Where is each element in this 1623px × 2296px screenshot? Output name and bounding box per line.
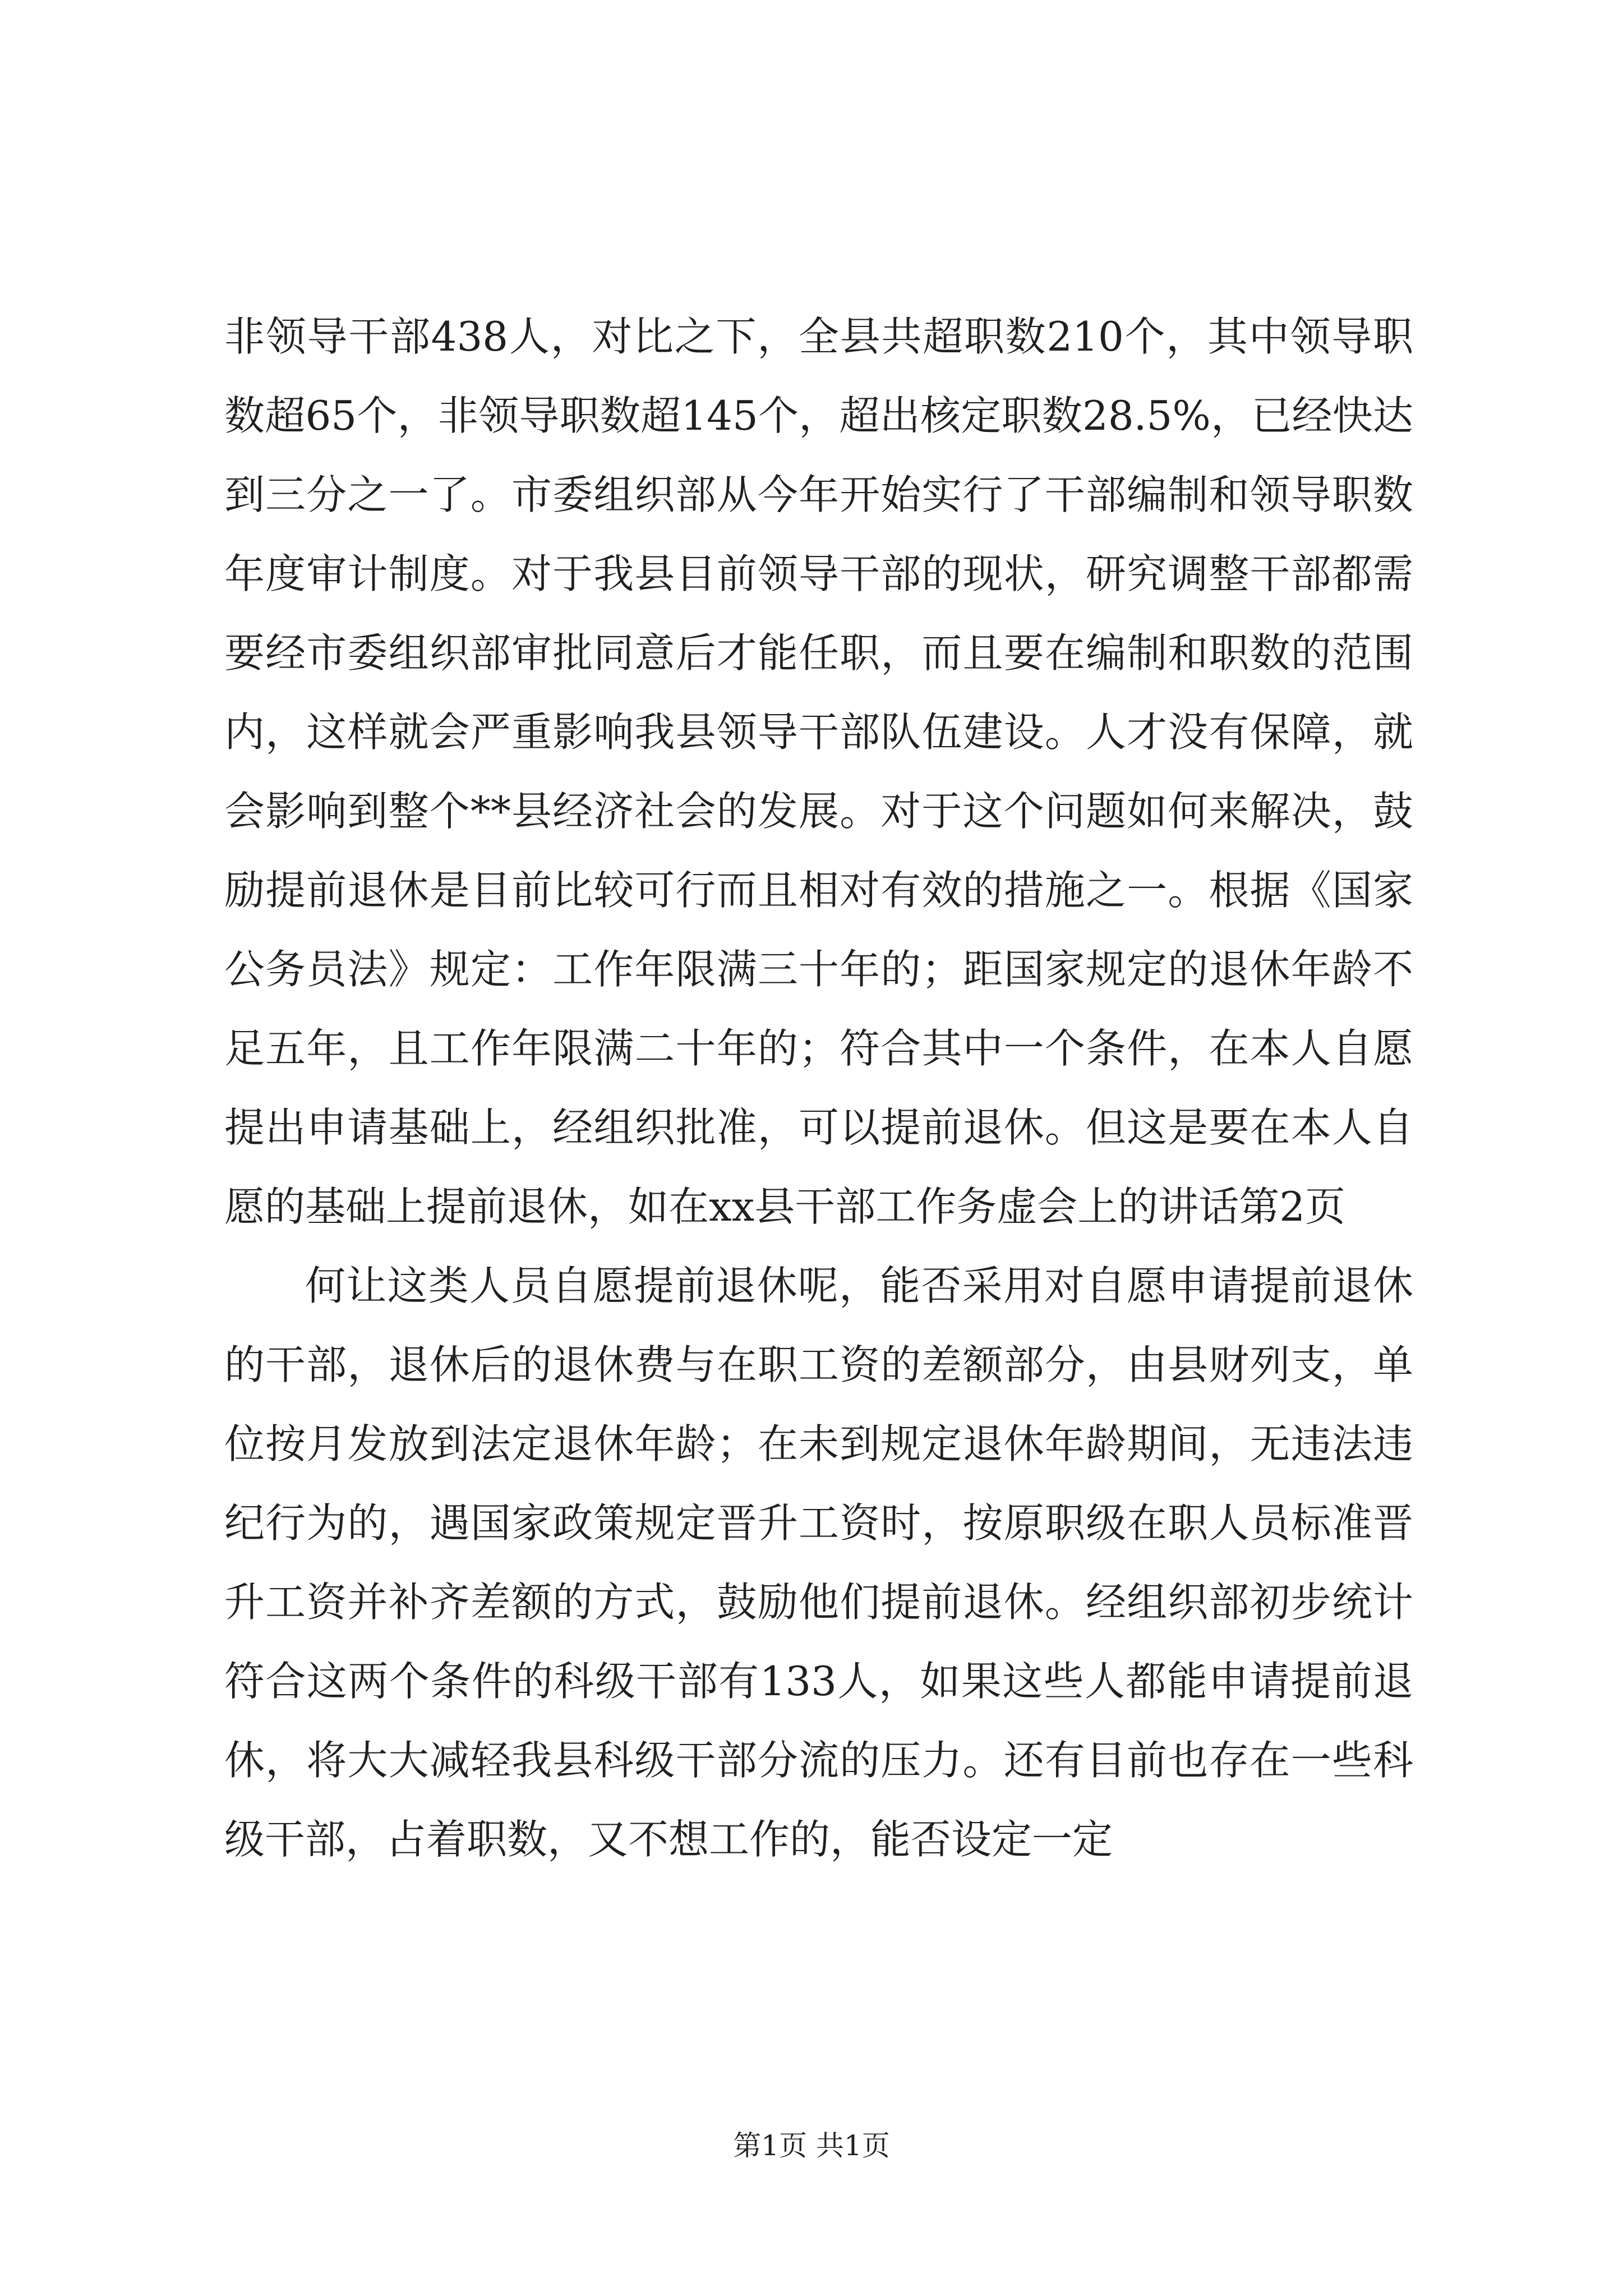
page-footer: 第1页 共1页: [733, 2129, 890, 2162]
document-body: [224, 297, 1413, 1879]
paragraph-1: 非领导干部438人，对比之下，全县共超职数210个，其中领导职数超65个，非领导职数超145个，超出核定职数28.5%，已经快达到三分之一了。市委组织部从今年开始实行了干部编制和领导职数年度审计制度。对于我县目前领导干部的现状，研究调整干部都需要经市委组织部审批同意后才能任职，而且要在编制和职数的范围内，这样就会严重影响我县领导干部队伍建设。人才没有保障，就会影响到整个**县经济社会的发展。对于这个问题如何来解决，鼓励提前退休是目前比较可行而且相对有效的措施之一。根据《国家公务员法》规定：工作年限满三十年的；距国家规定的退休年龄不足五年，且工作年限满二十年的；符合其中一个条件，在本人自愿提出申请基础上，经组织批准，可以提前退休。但这是要在本人自愿的基础上提前退休，如在xx县干部工作务虚会上的讲话第2页: [224, 313, 1413, 1230]
paragraph-2: 何让这类人员自愿提前退休呢，能否采用对自愿申请提前退休的干部，退休后的退休费与在职工资的差额部分，由县财列支，单位按月发放到法定退休年龄；在未到规定退休年龄期间，无违法违纪行为的，遇国家政策规定晋升工资时，按原职级在职人员标准晋升工资并补齐差额的方式，鼓励他们提前退休。经组织部初步统计符合这两个条件的科级干部有133人，如果这些人都能申请提前退休，将大大减轻我县科级干部分流的压力。还有目前也存在一些科级干部，占着职数，又不想工作的，能否设定一定: [224, 1262, 1413, 1863]
